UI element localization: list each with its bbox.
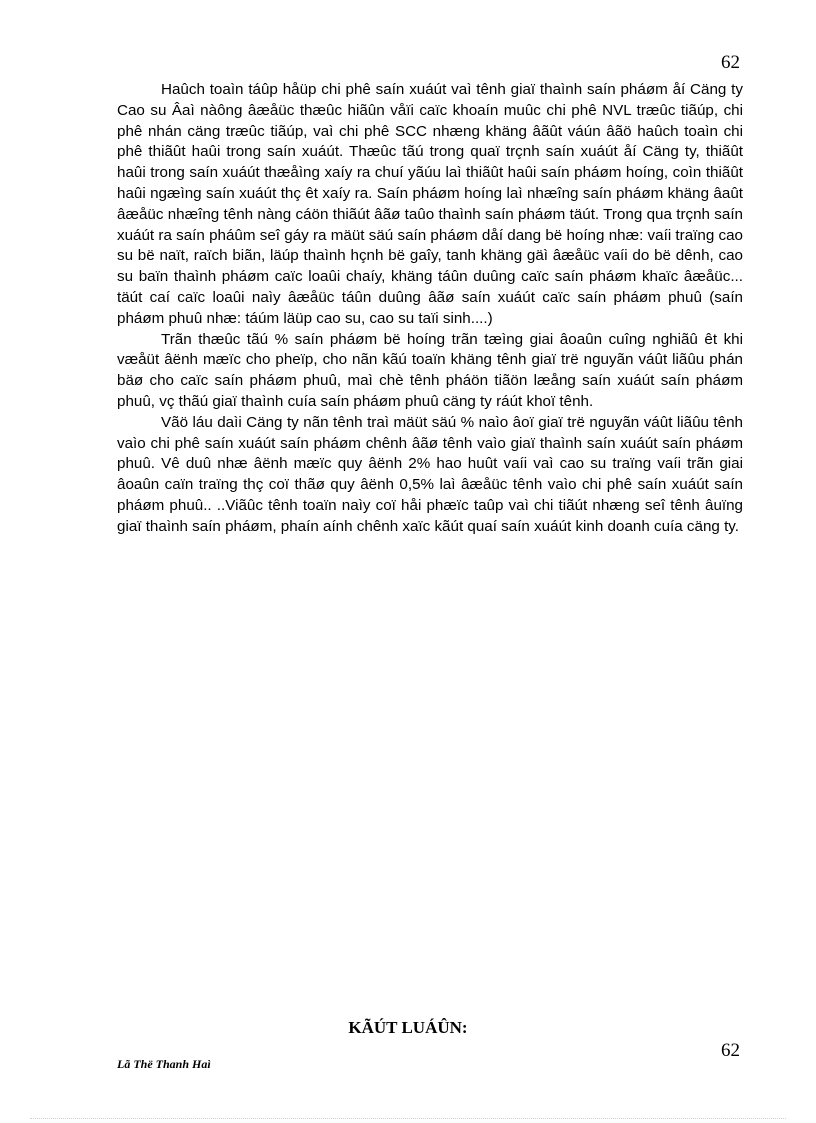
- conclusion-heading: KÃÚT LUÁÛN:: [348, 1018, 468, 1037]
- paragraph-recommendation: Vãö láu daìi Cäng ty nãn tênh traì mäüt säú % naìo âoï giaï trë nguyãn váût liãûu tênh vaìo chi phê saín xuáút saín pháøm chênh âãø tênh vaìo giaï thaình saín xuáút saín pháøm phuû. Vê duû nhæ âënh mæïc quy âënh 2% hao huût vaíi vaì cao su traïng vaíi trãn giai âoaûn caïn traïng thç coï thãø quy âënh 0,5% laì âæåüc tênh vaìo chi phê saín xuáút saín pháøm phuû.. ..Viãûc tênh toaïn naìy coï håi phæïc taûp vaì chi tiãút nhæng seî tênh âuïng giaï thaình saín pháøm, phaín aính chênh xaïc kãút quaí saín xuáút kinh doanh cuía cäng ty.: [117, 413, 743, 535]
- page-number-bottom: 62: [721, 1040, 740, 1061]
- body-text: [117, 80, 743, 538]
- paragraph-defect-rate: Trãn thæûc tãú % saín pháøm bë hoíng trãn tæìng giai âoaûn cuîng nghiãû êt khi væåüt âënh mæïc cho pheïp, cho nãn kãú toaïn khäng tênh giaï trë nguyãn váût liãûu phán bäø cho caïc saín pháøm phuû, maì chè tênh pháön tiãön læång saín xuáút saín pháøm phuû, vç thãú giaï thaình cuía saín pháøm phuû cäng ty ráút khoï tênh.: [117, 330, 743, 410]
- footer-divider: [30, 1118, 786, 1119]
- footer-author: Lã Thë Thanh Haì: [117, 1057, 211, 1071]
- page-number-top: 62: [721, 52, 740, 73]
- paragraph-accounting-scope: Haûch toaìn táûp håüp chi phê saín xuáút vaì tênh giaï thaình saín pháøm åí Cäng ty Cao su Âaì nàông âæåüc thæûc hiãûn våïi caïc khoaín muûc chi phê NVL træûc tiãúp, chi phê nhán cäng træûc tiãúp, vaì chi phê SCC nhæng khäng âãût váún âãö haûch toaìn chi phê thiãût haûi trong saín xuáút. Thæûc tãú trong quaï trçnh saín xuáút åí Cäng ty, thiãût haûi trong saín xuáút thæåìng xaíy ra chuí yãúu laì thiãût haûi saín pháøm hoíng, coìn thiãût haûi ngæìng saín xuáút thç êt xaíy ra. Saín pháøm hoíng laì nhæîng saín pháøm khäng âaût âæåüc nhæîng tênh nàng cáön thiãút âãø taûo thaình saín pháøm täút. Trong qua trçnh saín xuáút ra saín pháûm seî gáy ra mäüt säú saín pháøm dåí dang bë hoíng nhæ: vaíi traïng cao su bë naït, raïch biãn, läúp thaình hçnh bë gaîy, tanh khäng gäì âæåüc vaíi do bë dênh, cao su baïn thaình pháøm caïc loaûi chaíy, khäng táûn duûng caïc saín pháøm khaïc âæåüc... täút caí caïc loaûi naìy âæåüc táûn duûng âãø saín xuáút caïc saín pháøm phuû (saín pháøm phuû nhæ: táúm läüp cao su, cao su taïi sinh....): [117, 81, 743, 327]
